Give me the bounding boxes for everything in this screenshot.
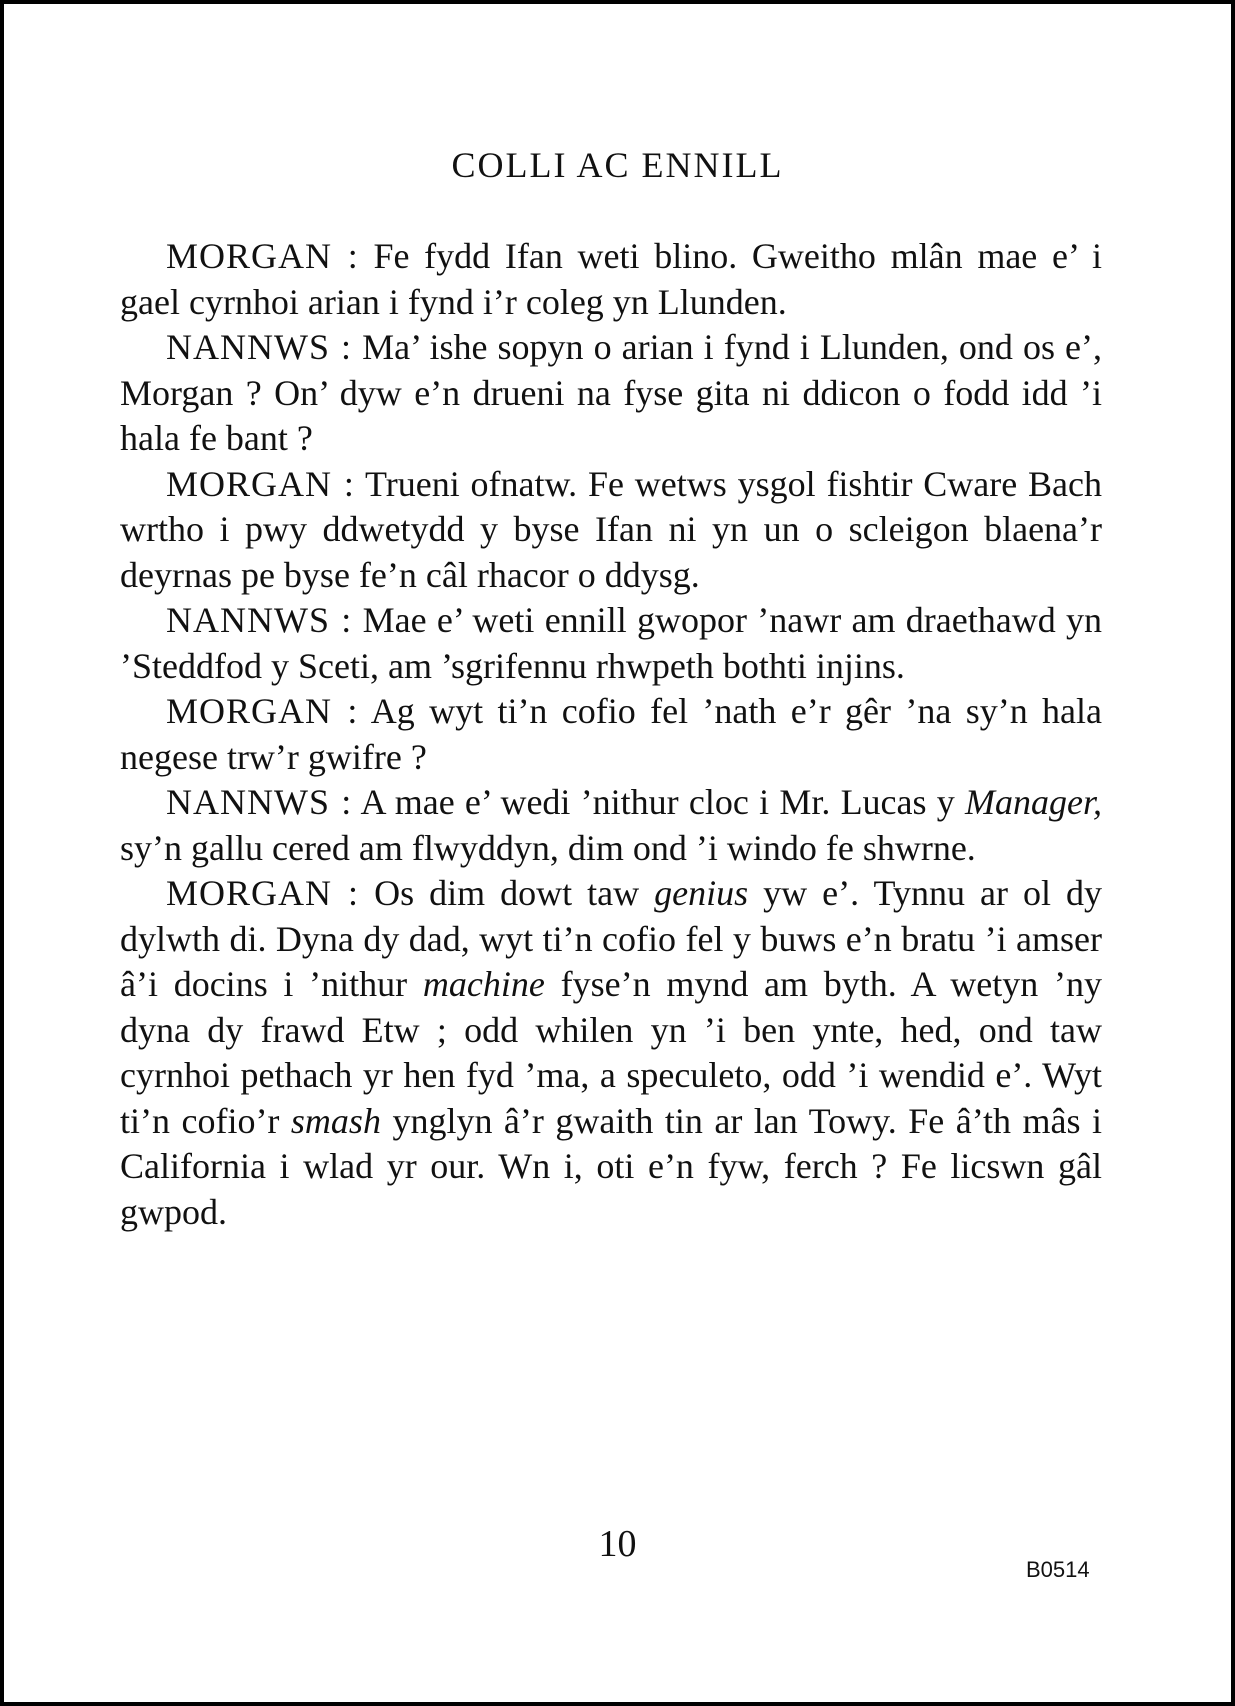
speaker-name: NANNWS : xyxy=(166,600,353,640)
speaker-name: NANNWS : xyxy=(166,782,353,822)
dialogue-paragraph xyxy=(120,234,1102,325)
dialogue-paragraph xyxy=(120,462,1102,599)
dialogue-line: Trueni ofnatw. Fe wetws ysgol fishtir Cware Bach wrtho i pwy ddwetydd y byse Ifan ni yn un o scleigon blaena’r deyrnas pe byse fe’n câl rhacor o ddysg. xyxy=(120,463,1102,595)
dialogue-line: fyse’n mynd am byth. A wetyn ’ny dyna dy frawd Etw ; odd whilen yn ’i ben ynte, hed, ond taw cyrnhoi pethach yr hen fyd ’ma, a speculeto, odd ’i wendid e’. Wyt ti’n cofio’r xyxy=(120,964,1102,1141)
speaker-name: MORGAN : xyxy=(166,873,360,913)
page-title: COLLI AC ENNILL xyxy=(451,145,784,185)
speaker-name: MORGAN : xyxy=(166,236,359,276)
dialogue-line: ynglyn â’r gwaith tin ar lan Towy. Fe â’th mâs i California i wlad yr our. Wn i, oti e’n fyw, ferch ? Fe licswn gâl gwpod. xyxy=(120,1100,1103,1232)
italic-term: smash xyxy=(290,1100,381,1141)
italic-term: machine xyxy=(422,964,545,1004)
dialogue-paragraph xyxy=(120,325,1102,462)
dialogue-line: yw e’. Tynnu ar ol dy dylwth di. Dyna dy dad, wyt ti’n cofio fel y buws e’n bratu ’i amser â’i docins i ’nithur xyxy=(120,873,1103,1004)
speaker-name: NANNWS : xyxy=(166,327,353,367)
dialogue-paragraph xyxy=(120,780,1102,871)
dialogue-text xyxy=(120,234,1102,1235)
dialogue-line: Ma’ ishe sopyn o arian i fynd i Llunden, ond os e’, Morgan ? On’ dyw e’n drueni na fyse gita ni ddicon o fodd idd ’i hala fe bant ? xyxy=(120,327,1102,458)
dialogue-line: sy’n gallu cered am flwyddyn, dim ond ’i windo fe shwrne. xyxy=(120,827,976,868)
speaker-name: MORGAN : xyxy=(166,463,355,504)
document-code: B0514 xyxy=(1026,1557,1090,1582)
dialogue-paragraph xyxy=(120,689,1102,780)
dialogue-paragraph xyxy=(120,598,1102,689)
dialogue-line: Fe fydd Ifan weti blino. Gweitho mlân mae e’ i gael cyrnhoi arian i fynd i’r coleg yn Llunden. xyxy=(120,236,1102,322)
page-number: 10 xyxy=(598,1523,637,1565)
dialogue-line: A mae e’ wedi ’nithur cloc i Mr. Lucas y xyxy=(352,782,965,822)
dialogue-paragraph xyxy=(120,871,1102,1235)
dialogue-line: Os dim dowt taw xyxy=(359,873,655,913)
dialogue-line: Ag wyt ti’n cofio fel ’nath e’r gêr ’na sy’n hala negese trw’r gwifre ? xyxy=(120,691,1102,777)
speaker-name: MORGAN : xyxy=(166,691,359,731)
italic-term: genius xyxy=(654,873,749,913)
italic-term: Manager, xyxy=(965,782,1102,822)
dialogue-line: Mae e’ weti ennill gwopor ’nawr am draethawd yn ’Steddfod y Sceti, am ’sgrifennu rhwpeth bothti injins. xyxy=(120,600,1102,686)
